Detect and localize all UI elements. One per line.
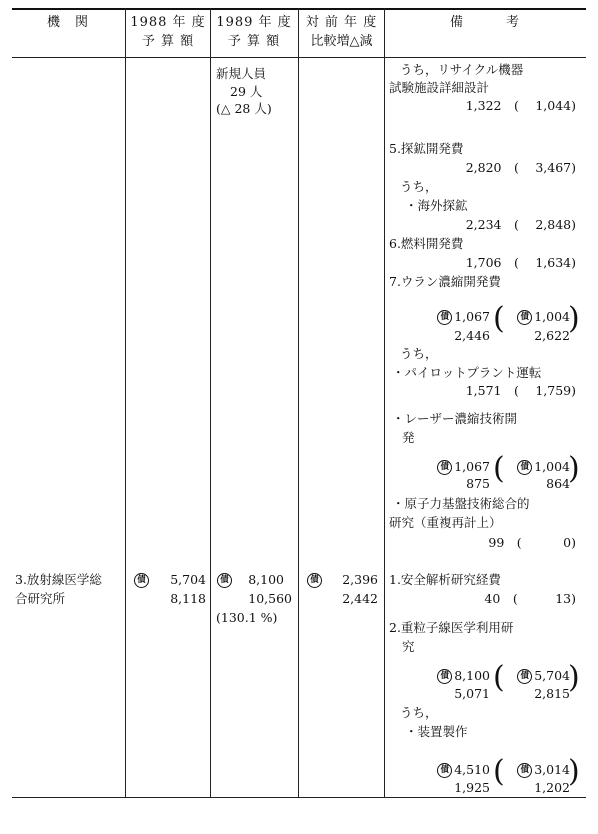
plain-amount: 864 bbox=[546, 476, 570, 491]
plain-amount: 5,071 bbox=[454, 686, 490, 701]
note-line: 6.燃料開発費 bbox=[389, 236, 464, 251]
plain-amount: 2,815 bbox=[534, 686, 570, 701]
header-1989-budget: 予 算 額 bbox=[227, 34, 281, 49]
note-amount: 1,706 ( 1,634) bbox=[465, 255, 576, 270]
note-line: うち， bbox=[400, 346, 438, 361]
note-line: 試験施設詳細設計 bbox=[389, 80, 490, 95]
table-bottom-rule bbox=[12, 797, 586, 798]
debt-mark-icon: 債 bbox=[307, 572, 324, 588]
note-line: ・海外探鉱 bbox=[405, 198, 468, 213]
open-paren-icon: ( bbox=[493, 754, 505, 789]
note-line: 7.ウラン濃縮開発費 bbox=[389, 274, 501, 289]
debt-mark-icon: 債 bbox=[517, 310, 532, 325]
note-line: ・レーザー濃縮技術開 bbox=[392, 411, 518, 426]
close-paren-icon: ) bbox=[568, 301, 580, 336]
plain-amount: 875 bbox=[466, 476, 490, 491]
note-amount: 1,571 ( 1,759) bbox=[465, 383, 576, 398]
note-line: 1.安全解析研究経費 bbox=[389, 572, 501, 587]
org-name: 3.放射線医学総 bbox=[15, 572, 102, 587]
plain-amount: 1,925 bbox=[454, 780, 490, 795]
note-line: うち， bbox=[400, 179, 438, 194]
debt-mark-icon: 債 bbox=[437, 460, 452, 475]
debt-mark-icon: 債 bbox=[437, 669, 452, 684]
note-amount: 2,234 ( 2,848) bbox=[465, 217, 576, 232]
note-amount: 40 ( 13) bbox=[484, 591, 576, 606]
debt-amount: 債 5,704 bbox=[498, 668, 570, 684]
note-amount: 2,820 ( 3,467) bbox=[465, 160, 576, 175]
plain-amount: 2,446 bbox=[454, 328, 490, 343]
plain-amount: 1,202 bbox=[534, 780, 570, 795]
budget-ratio: (130.1 %) bbox=[216, 610, 278, 625]
note-line: うち， bbox=[400, 705, 438, 720]
note-line: ・原子力基盤技術総合的 bbox=[392, 496, 530, 511]
debt-amount: 債 8,100 bbox=[415, 668, 490, 684]
close-paren-icon: ) bbox=[568, 660, 580, 695]
debt-amount: 債 1,067 bbox=[415, 459, 490, 475]
diff-total: 2,442 bbox=[342, 591, 378, 606]
staff-count: 29 人 bbox=[230, 84, 263, 99]
budget-1989-debt: 8,100 bbox=[248, 572, 284, 587]
close-paren-icon: ) bbox=[568, 451, 580, 486]
header-bottom-rule bbox=[12, 57, 586, 58]
header-1988-year: 1988 年 度 bbox=[130, 15, 206, 30]
note-line: 発 bbox=[402, 430, 415, 445]
debt-amount: 債 1,067 bbox=[415, 309, 490, 325]
debt-mark-icon: 債 bbox=[517, 763, 532, 778]
header-1989-year: 1989 年 度 bbox=[216, 15, 292, 30]
note-amount: 99 ( 0) bbox=[488, 535, 576, 550]
table-top-rule bbox=[12, 8, 586, 10]
org-name-cont: 合研究所 bbox=[15, 591, 66, 606]
col-divider-4 bbox=[384, 8, 385, 798]
header-diff-sub: 比較増△減 bbox=[310, 34, 373, 49]
debt-mark-icon: 債 bbox=[134, 572, 151, 588]
note-line: ・パイロットプラント運転 bbox=[392, 365, 542, 380]
open-paren-icon: ( bbox=[493, 301, 505, 336]
budget-1988: 8,118 bbox=[170, 591, 206, 606]
close-paren-icon: ) bbox=[568, 754, 580, 789]
note-amount: 1,322 ( 1,044) bbox=[465, 98, 576, 113]
debt-mark-icon: 債 bbox=[437, 310, 452, 325]
note-line: うち，リサイクル機器 bbox=[400, 62, 524, 77]
debt-mark-icon: 債 bbox=[517, 460, 532, 475]
debt-mark-icon: 債 bbox=[437, 763, 452, 778]
open-paren-icon: ( bbox=[493, 451, 505, 486]
plain-amount: 2,622 bbox=[534, 328, 570, 343]
col-divider-2 bbox=[210, 8, 211, 798]
staff-prev: (△ 28 人) bbox=[216, 101, 272, 116]
debt-amount: 債 1,004 bbox=[498, 309, 570, 325]
budget-1988-debt: 5,704 bbox=[170, 572, 206, 587]
open-paren-icon: ( bbox=[493, 660, 505, 695]
note-line: 2.重粒子線医学利用研 bbox=[389, 620, 514, 635]
note-line: 5.探鉱開発費 bbox=[389, 141, 464, 156]
col-divider-3 bbox=[298, 8, 299, 798]
debt-amount: 債 3,014 bbox=[498, 762, 570, 778]
header-1988-budget: 予 算 額 bbox=[141, 34, 195, 49]
header-diff: 対 前 年 度 bbox=[305, 15, 378, 30]
header-kikan: 機 関 bbox=[46, 15, 89, 30]
debt-mark-icon: 債 bbox=[217, 572, 234, 588]
note-line: 研究（重複再計上） bbox=[389, 515, 502, 530]
staff-label: 新規人員 bbox=[216, 66, 267, 81]
budget-1989: 10,560 bbox=[248, 591, 292, 606]
debt-amount: 債 4,510 bbox=[415, 762, 490, 778]
diff-debt: 2,396 bbox=[342, 572, 378, 587]
note-line: 究 bbox=[402, 639, 415, 654]
debt-amount: 債 1,004 bbox=[498, 459, 570, 475]
debt-mark-icon: 債 bbox=[517, 669, 532, 684]
col-divider-1 bbox=[125, 8, 126, 798]
header-biko: 備 考 bbox=[449, 15, 520, 30]
note-line: ・装置製作 bbox=[405, 724, 468, 739]
